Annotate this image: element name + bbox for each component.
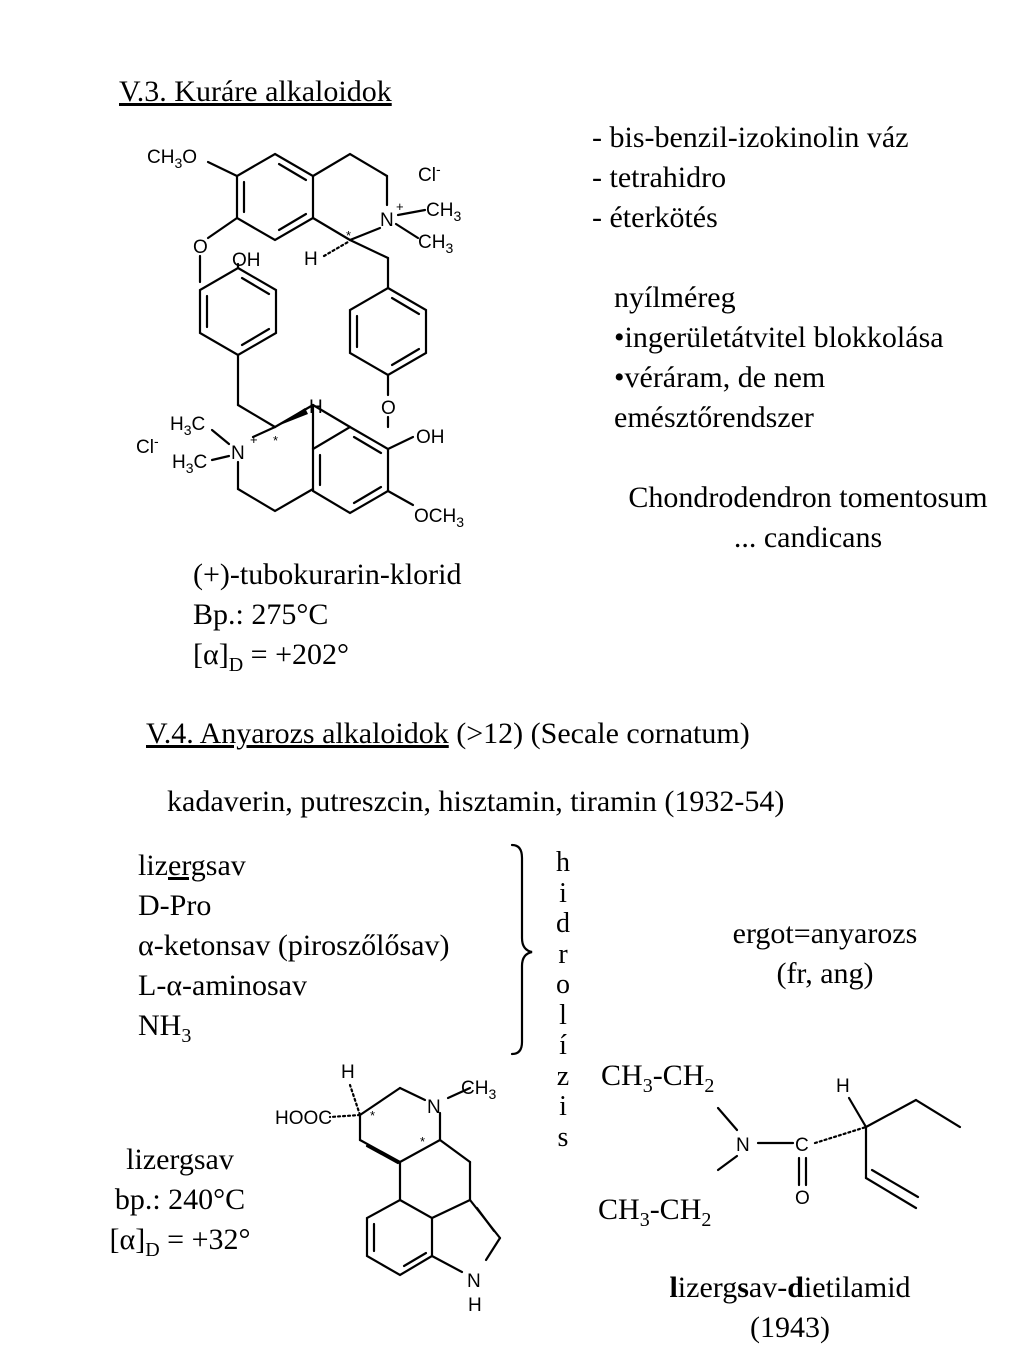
plant-source-line2: ... candicans [733, 521, 883, 554]
label-chloride-bottom: Cl- [136, 433, 159, 458]
ergot-definition-line2: (fr, ang) [776, 957, 874, 990]
uses-item: •ingerületátvitel blokkolása [614, 321, 944, 354]
hydrolysis-item: lizergsav [138, 849, 246, 882]
label-nh-n: N [467, 1271, 481, 1292]
lysergic-bp: bp.: 240°C [114, 1183, 246, 1216]
label-h: H [341, 1062, 355, 1083]
label-nh-h: H [468, 1295, 482, 1316]
lsd-ethyl-bottom: $CH_3-CH_2$ [598, 1193, 712, 1231]
feature-item: - tetrahidro [592, 161, 727, 194]
uses-item: emésztőrendszer [614, 401, 814, 434]
label-n-plus-bottom: + [250, 432, 258, 447]
label-oh-bottom: OH [416, 427, 445, 448]
label-h3c-a: $H_3C$ [170, 414, 206, 438]
label-h-mid: H [309, 397, 323, 418]
label-c: C [795, 1135, 809, 1156]
label-stereo-star: * [420, 1134, 426, 1149]
hydrolysis-item: L-α-aminosav [138, 969, 307, 1002]
label-n-bottom: N [231, 443, 245, 464]
label-stereo-star: * [370, 1108, 376, 1123]
lsd-ethyl-top: $CH_3-CH_2$ [601, 1059, 715, 1097]
label-o-left: O [193, 237, 208, 258]
label-n-top: N [380, 210, 394, 231]
section-title-ergot-suffix: (>12) (Secale cornatum) [448, 717, 750, 750]
label-n: N [427, 1097, 441, 1118]
lysergic-name: lizergsav [126, 1143, 234, 1176]
lysergic-rotation: $[\alpha]_D = +32^\circ$ [109, 1223, 251, 1261]
feature-item: - bis-benzil-izokinolin váz [592, 121, 909, 154]
section-title-ergot-main: V.4. Anyarozs alkaloidok [146, 717, 449, 750]
lsd-year: (1943) [750, 1311, 830, 1344]
label-o: O [795, 1188, 810, 1209]
feature-item: - éterkötés [592, 201, 718, 234]
compound-bp: Bp.: 275°C [193, 598, 329, 631]
label-oh-top: OH [232, 250, 261, 271]
label-ch3-b: $CH_3$ [418, 232, 454, 256]
label-h3c-b: $H_3C$ [172, 452, 208, 476]
lsd-bonds [718, 1098, 960, 1208]
label-chloride-top: Cl- [418, 161, 441, 186]
hydrolysis-item: α-ketonsav (piroszőlősav) [138, 929, 450, 962]
label-och3-top: $CH_3O$ [147, 147, 198, 171]
label-ch3: $CH_3$ [461, 1078, 497, 1102]
hydrolysis-vertical-word: h i d r o l í z i s [556, 847, 570, 1153]
hydrolysis-item: $NH_3$ [138, 1009, 192, 1047]
compound-name: (+)-tubokurarin-klorid [193, 558, 462, 591]
label-n-plus-top: + [396, 199, 404, 214]
uses-title: nyílméreg [614, 281, 736, 314]
lsd-name-block [640, 1268, 940, 1348]
label-och3-bottom: $OCH_3$ [414, 506, 465, 530]
label-stereo-star: * [346, 228, 352, 243]
hydrolysis-item: D-Pro [138, 889, 212, 922]
ergot-definition-line1: ergot=anyarozs [732, 917, 918, 950]
label-hooc: HOOC [275, 1108, 332, 1129]
label-h: H [836, 1076, 850, 1097]
label-h-top: H [304, 249, 318, 270]
plant-source-line1: Chondrodendron tomentosum [628, 481, 988, 514]
lsd-name: lizergsav-dietilamid [669, 1271, 911, 1304]
label-ch3-a: $CH_3$ [426, 200, 462, 224]
section-title-curare: V.3. Kuráre alkaloidok [119, 75, 392, 108]
label-n: N [736, 1135, 750, 1156]
uses-item: •véráram, de nem [614, 361, 826, 394]
biogenic-amines-line: kadaverin, putreszcin, hisztamin, tiramin (1932-54) [167, 785, 785, 818]
compound-rotation: $[\alpha]_D = +202^\circ$ [193, 638, 349, 676]
label-stereo-star: * [273, 433, 279, 448]
label-o-right: O [381, 398, 396, 419]
